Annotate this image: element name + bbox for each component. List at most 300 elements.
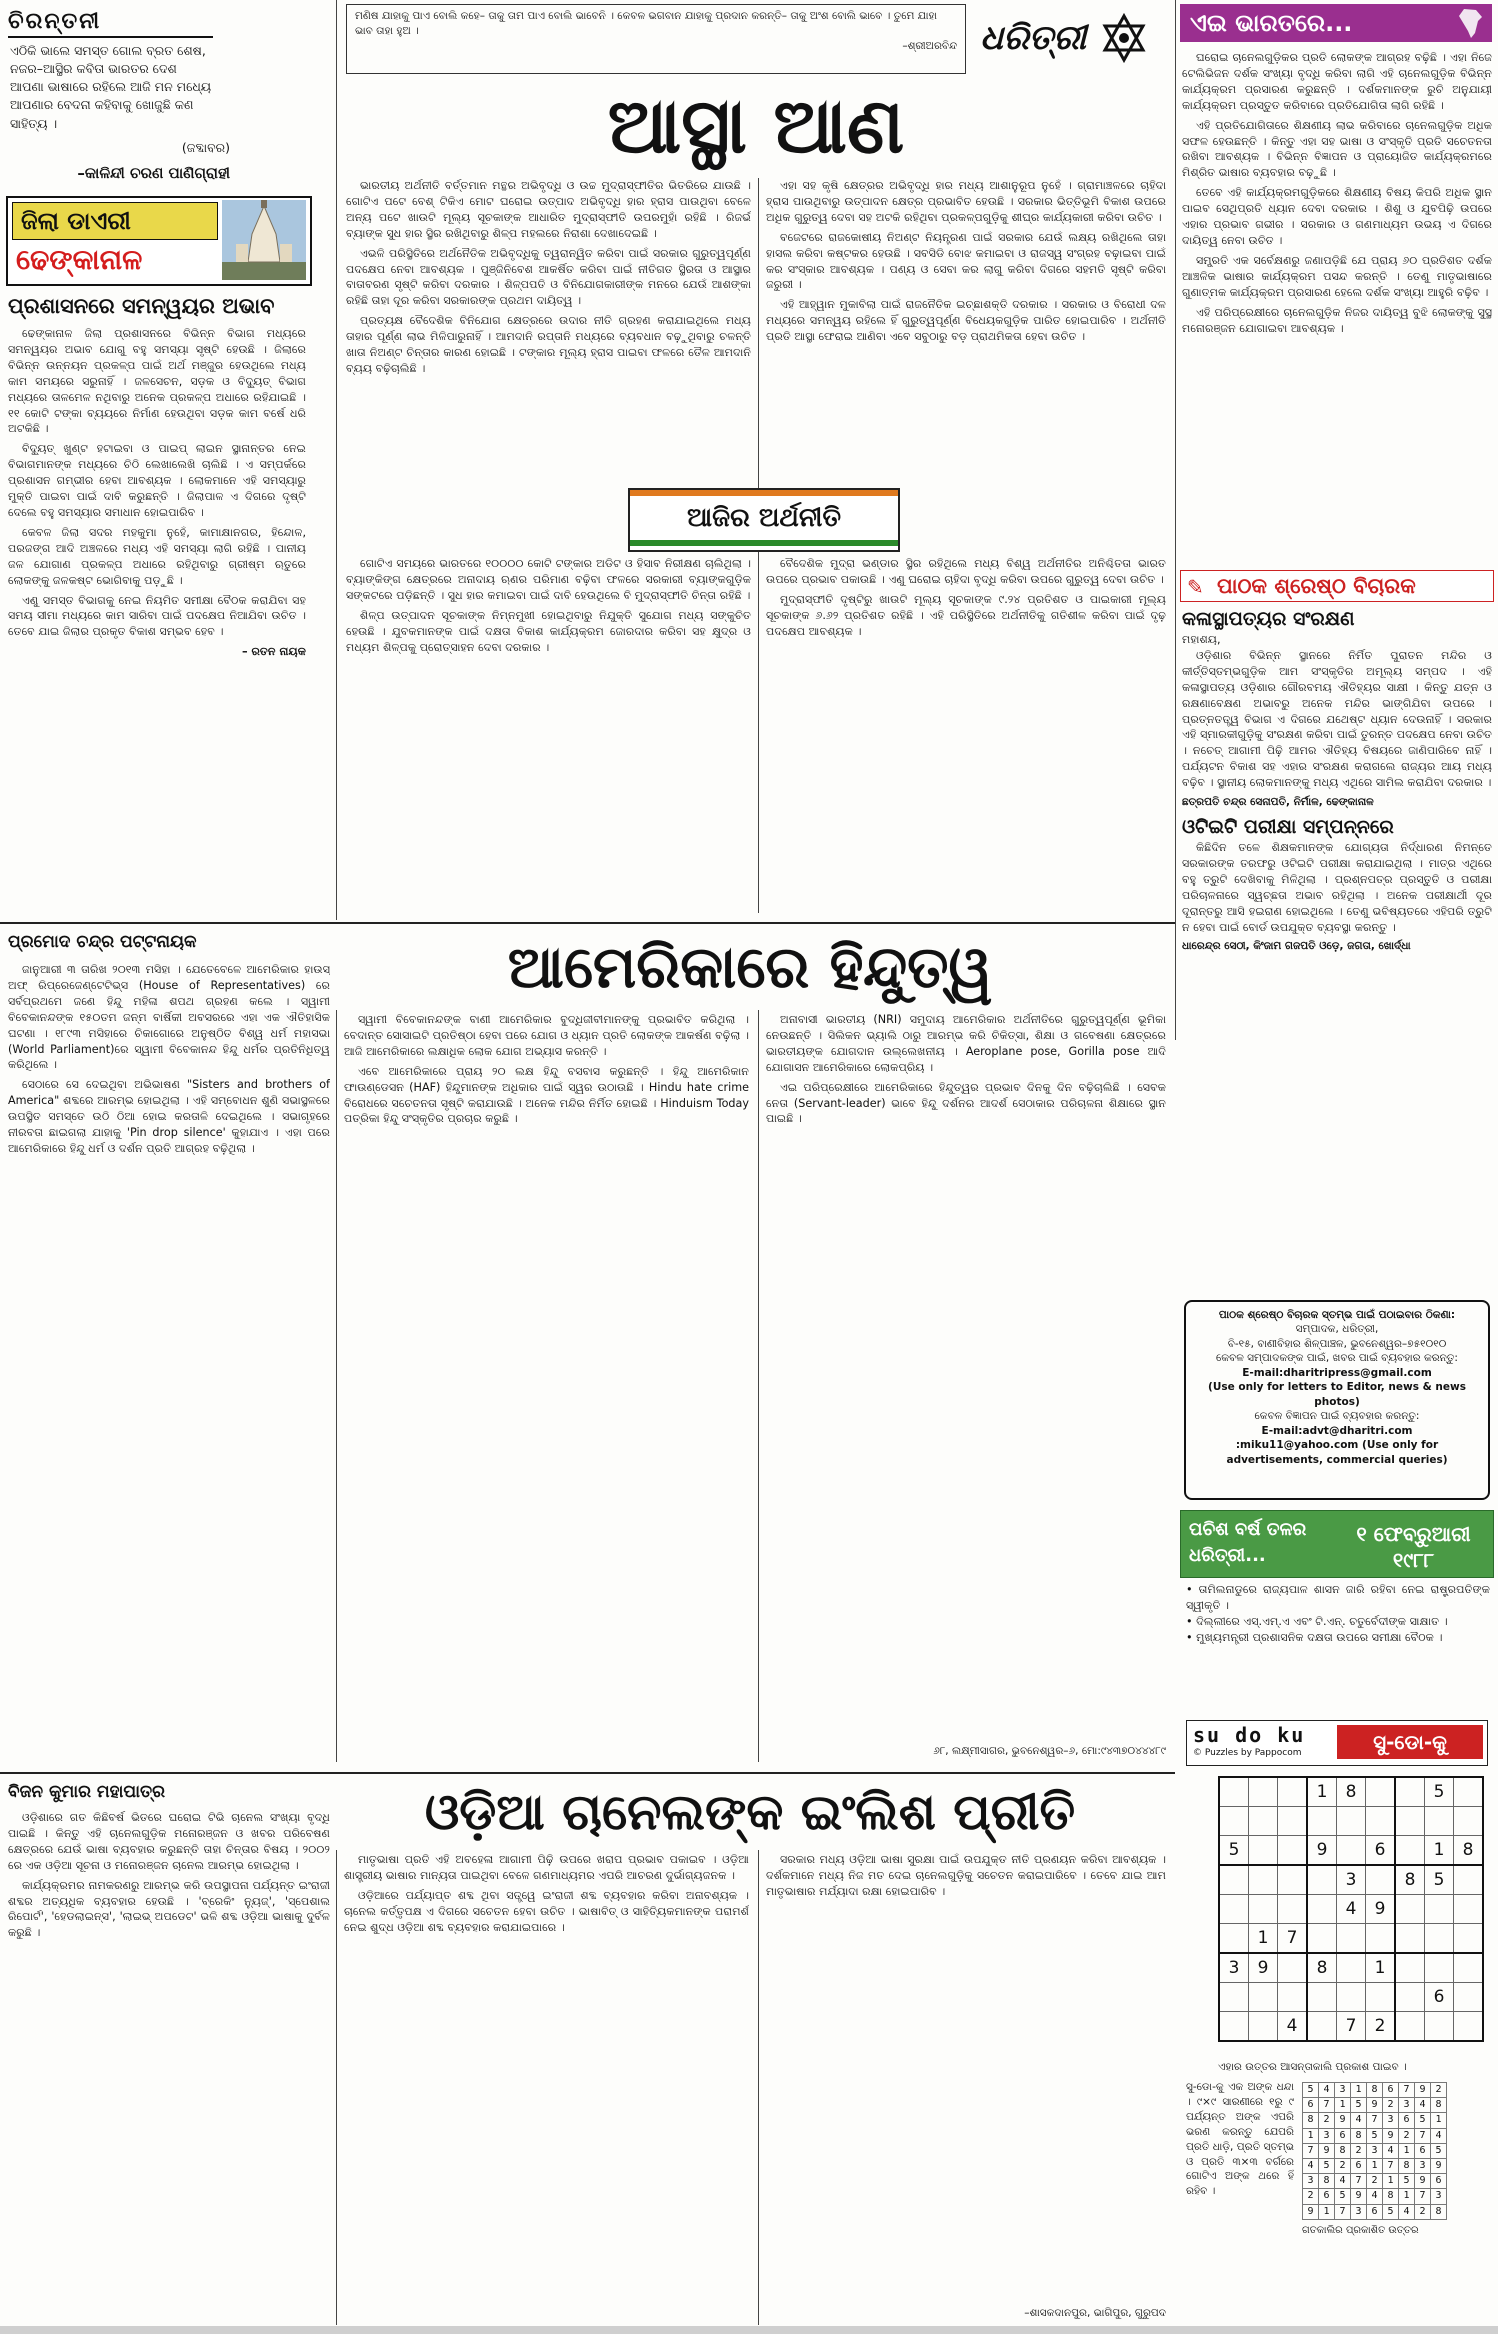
solution-cell: 8 xyxy=(1383,2189,1399,2204)
sudoku-row xyxy=(1219,1807,1483,1836)
sudoku-row xyxy=(1219,1924,1483,1954)
sudoku-cell: 1 xyxy=(1425,1836,1454,1866)
solution-cell: 6 xyxy=(1319,2189,1335,2204)
pachisa-banner xyxy=(1180,1510,1494,1578)
america-column-3 xyxy=(766,1012,1166,1732)
sudoku-row xyxy=(1303,2189,1447,2204)
sudoku-row xyxy=(1219,2012,1483,2042)
solution-cell: 8 xyxy=(1367,2083,1383,2098)
letter-salutation: ମହାଶୟ, xyxy=(1182,633,1221,646)
odia-channel-footer: –ଶାସକଦାନପୁର, ଭାଗିପୁର, ଗୁରୁପଦ xyxy=(1024,2307,1166,2319)
solution-cell: 9 xyxy=(1415,2174,1431,2189)
sudoku-row xyxy=(1303,2083,1447,2098)
article-paragraph: ଏଣୁ ସମସ୍ତ ବିଭାଗକୁ ନେଇ ନିୟମିତ ସମୀକ୍ଷା ବୈଠକ କରାଯିବା ସହ ସମୟ ସୀମା ମଧ୍ୟରେ କାମ ସାରିବା ପାଇଁ ପଦକ୍ଷେପ ନିଆଯିବା ଉଚିତ । ତେବେ ଯାଇ ଜିଲାର ପ୍ରକୃତ ବିକାଶ ସମ୍ଭବ ହେବ । xyxy=(8,593,306,639)
sudoku-cell xyxy=(1219,1895,1249,1924)
sudoku-cell xyxy=(1454,1777,1484,1807)
solution-cell: 1 xyxy=(1383,2174,1399,2189)
solution-cell: 2 xyxy=(1303,2189,1319,2204)
sudoku-puzzle xyxy=(1218,1776,1484,2042)
contact-note: (Use only for letters to Editor, news & news photos) xyxy=(1208,1381,1466,1408)
sudoku-grid xyxy=(1218,1776,1484,2042)
list-item: • ମୁଖ୍ୟମନ୍ତ୍ରୀ ପ୍ରଶାସନିକ ଦକ୍ଷତା ଉପରେ ସମୀକ୍ଷା ବୈଠକ । xyxy=(1186,1630,1443,1644)
sudoku-cell: 6 xyxy=(1425,1983,1454,2012)
sudoku-cell xyxy=(1249,1983,1278,2012)
sudoku-cell xyxy=(1337,1953,1366,1983)
sudoku-logo-or: ସୁ-ଡୋ-କୁ xyxy=(1337,1725,1483,1759)
solution-cell: 2 xyxy=(1351,2143,1367,2158)
list-item-text: ତାମିଲନାଡୁରେ ରାଜ୍ୟପାଳ ଶାସନ ଜାରି ରହିବା ନେଇ ରାଷ୍ଟ୍ରପତିଙ୍କ ସ୍ୱୀକୃତି । xyxy=(1186,1583,1490,1612)
column-rule xyxy=(758,1850,759,2325)
sudoku-cell xyxy=(1395,1836,1425,1866)
sudoku-cell: 9 xyxy=(1249,1953,1278,1983)
solution-cell: 4 xyxy=(1319,2083,1335,2098)
sudoku-cell: 5 xyxy=(1219,1836,1249,1866)
solution-cell: 7 xyxy=(1415,2128,1431,2143)
pathaka-title: ପାଠକ ଶ୍ରେଷ୍ଠ ବିଚାରକ xyxy=(1217,574,1416,598)
solution-cell: 6 xyxy=(1415,2143,1431,2158)
sudoku-cell xyxy=(1278,1895,1308,1924)
sudoku-cell xyxy=(1278,1953,1308,1983)
solution-cell: 6 xyxy=(1367,2204,1383,2219)
article-paragraph: ଗୋଟିଏ ସମୟରେ ଭାରତରେ ୧୦୦୦୦ କୋଟି ଟଙ୍କାର ଅଡିଟ ଓ ହିସାବ ନିରୀକ୍ଷଣ ଚାଲିଥିଲା । ବ୍ୟାଙ୍କିଙ୍ଗ କ୍ଷେତ୍ରରେ ଅନାଦାୟ ଋଣର ପରିମାଣ ବଢ଼ିବା ଫଳରେ ସରକାରୀ ବ୍ୟାଙ୍କଗୁଡ଼ିକ ସଙ୍କଟରେ ପଡ଼ିଛନ୍ତି । ସୁଧ ହାର କମାଇବା ପାଇଁ ଦାବି ହେଉଥିଲେ ବି ମୁଦ୍ରାସ୍ଫୀତି ଚିନ୍ତା ରହିଛି । xyxy=(346,557,751,602)
solution-cell: 2 xyxy=(1399,2128,1415,2143)
article-paragraph: ଜାନୁଆରୀ ୩ ତାରିଖ ୨୦୧୩ ମସିହା । ଯେତେବେଳେ ଆମେରିକାର ହାଉସ୍ ଅଫ୍ ରିପ୍ରେଜେଣ୍ଟେଟିଭ୍ସ (House of Representatives) ରେ ସର୍ବପ୍ରଥମେ ଜଣେ ହିନ୍ଦୁ ମହିଳା ଶପଥ ଗ୍ରହଣ କଲେ । ସ୍ୱାମୀ ବିବେକାନନ୍ଦଙ୍କ ୧୫୦ତମ ଜନ୍ମ ବାର୍ଷିକୀ ଅବସରରେ ଏହା ଏକ ଐତିହାସିକ ଘଟଣା । ୧୮୯୩ ମସିହାରେ ଚିକାଗୋରେ ଅନୁଷ୍ଠିତ ବିଶ୍ୱ ଧର୍ମ ମହାସଭା (World Parliament)ରେ ସ୍ୱାମୀ ବିବେକାନନ୍ଦ ହିନ୍ଦୁ ଧର୍ମର ପ୍ରତିନିଧିତ୍ୱ କରିଥିଲେ । xyxy=(8,963,330,1072)
solution-cell: 3 xyxy=(1415,2158,1431,2173)
sudoku-cell xyxy=(1454,1924,1484,1954)
solution-cell: 8 xyxy=(1399,2158,1415,2173)
sudoku-cell: 1 xyxy=(1307,1777,1337,1807)
contact-intro: ପାଠକ ଶ୍ରେଷ୍ଠ ବିଚାରକ ସ୍ତମ୍ଭ ପାଇଁ ପଠାଇବାର ଠିକଣା: xyxy=(1218,1309,1456,1321)
solution-cell: 4 xyxy=(1367,2189,1383,2204)
sudoku-cell xyxy=(1307,1895,1337,1924)
article-paragraph: ବଜେଟରେ ରାଜକୋଷୀୟ ନିଅଣ୍ଟ ନିୟନ୍ତ୍ରଣ ପାଇଁ ସରକାର ଯେଉଁ ଲକ୍ଷ୍ୟ ରଖିଥିଲେ ତାହା ହାସଲ କରିବା କଷ୍ଟକର ହେଉଛି । ସବସିଡି ବୋଝ କମାଇବା ଓ ରାଜସ୍ୱ ସଂଗ୍ରହ ବଢ଼ାଇବା ପାଇଁ କର ସଂସ୍କାର ଆବଶ୍ୟକ । ପଣ୍ୟ ଓ ସେବା କର ଲାଗୁ କରିବା ଦିଗରେ ସହମତି ସୃଷ୍ଟି କରିବା ଜରୁରୀ । xyxy=(766,230,1166,292)
sudoku-cell: 1 xyxy=(1249,1924,1278,1954)
article-paragraph: ଏଇ ପରିପ୍ରେକ୍ଷୀରେ ଆମେରିକାରେ ହିନ୍ଦୁତ୍ୱର ପ୍ରଭାବ ଦିନକୁ ଦିନ ବଢ଼ିଚାଲିଛି । ସେବକ ନେତା (Servant-leader) ଭାବେ ହିନ୍ଦୁ ଦର୍ଶନର ଆଦର୍ଶ ସେଠାକାର ପରିଚାଳନା ଶିକ୍ଷାରେ ସ୍ଥାନ ପାଇଛି । xyxy=(766,1080,1166,1126)
chirantani-heading xyxy=(8,6,213,38)
solution-cell: 1 xyxy=(1399,2143,1415,2158)
article-paragraph: କାର୍ଯ୍ୟକ୍ରମର ନାମକରଣରୁ ଆରମ୍ଭ କରି ଉପସ୍ଥାପନା ପର୍ଯ୍ୟନ୍ତ ଇଂରାଜୀ ଶବ୍ଦର ଅତ୍ୟଧିକ ବ୍ୟବହାର ହେଉଛି । 'ବ୍ରେକିଂ ନ୍ୟୁଜ୍', 'ସ୍ପେଶାଲ ରିପୋର୍ଟ', 'ହେଡଲାଇନ୍ସ', 'ଲାଇଭ୍ ଅପଡେଟ' ଭଳି ଶବ୍ଦ ଓଡ଼ିଆ ଭାଷାକୁ ଦୁର୍ବଳ କରୁଛି । xyxy=(8,1878,330,1940)
sudoku-row xyxy=(1303,2128,1447,2143)
economy-column-1 xyxy=(346,556,751,911)
solution-cell: 5 xyxy=(1319,2158,1335,2173)
sudoku-cell xyxy=(1307,2012,1337,2042)
list-item: • ତାମିଲନାଡୁରେ ରାଜ୍ୟପାଳ ଶାସନ ଜାରି ରହିବା ନେଇ ରାଷ୍ଟ୍ରପତିଙ୍କ ସ୍ୱୀକୃତି । xyxy=(1186,1583,1490,1612)
sudoku-cell: 8 xyxy=(1337,1777,1366,1807)
sudoku-cell xyxy=(1454,1983,1484,2012)
sudoku-cell xyxy=(1425,1807,1454,1836)
solution-cell: 3 xyxy=(1399,2098,1415,2113)
article-paragraph: ଏହା ସହ କୃଷି କ୍ଷେତ୍ରର ଅଭିବୃଦ୍ଧି ହାର ମଧ୍ୟ ଆଶାନୁରୂପ ନୁହେଁ । ଗ୍ରାମାଞ୍ଚଳରେ ଚାହିଦା ହ୍ରାସ ପାଉଥିବାରୁ ଉତ୍ପାଦନ କ୍ଷେତ୍ର ପ୍ରଭାବିତ ହେଉଛି । ସରକାର ଭିତ୍ତିଭୂମି ବିକାଶ ଉପରେ ଅଧିକ ଗୁରୁତ୍ୱ ଦେବା ସହ ଅଟକି ରହିଥିବା ପ୍ରକଳ୍ପଗୁଡ଼ିକୁ ଶୀଘ୍ର କାର୍ଯ୍ୟକାରୀ କରିବା ଉଚିତ । xyxy=(766,179,1166,224)
sudoku-answer-note: ଏହାର ଉତ୍ତର ଆସନ୍ତାକାଲି ପ୍ରକାଶ ପାଇବ । xyxy=(1218,2061,1407,2073)
america-column-1 xyxy=(8,962,330,1762)
sudoku-cell xyxy=(1307,1924,1337,1954)
sudoku-row xyxy=(1303,2174,1447,2189)
sudoku-cell: 5 xyxy=(1425,1777,1454,1807)
article-paragraph: ଘରୋଇ ଚାନେଲଗୁଡ଼ିକର ପ୍ରତି ଲୋକଙ୍କ ଆଗ୍ରହ ବଢ଼ିଛି । ଏହା ନିଜେ ଟେଲିଭିଜନ ଦର୍ଶକ ସଂଖ୍ୟା ବୃଦ୍ଧି କରିବା ଲାଗି ଏହି ଚାନେଲଗୁଡ଼ିକ ବିଭିନ୍ନ କାର୍ଯ୍ୟକ୍ରମ ପ୍ରସାରଣ କରୁଛନ୍ତି । ଦର୍ଶକମାନଙ୍କ ରୁଚି ଅନୁଯାୟୀ କାର୍ଯ୍ୟକ୍ରମ ପ୍ରସ୍ତୁତ କରିବାରେ ପ୍ରତିଯୋଗିତା ଲାଗି ରହିଛି । xyxy=(1182,51,1492,112)
sudoku-solution-grid xyxy=(1302,2082,1447,2220)
solution-cell: 6 xyxy=(1351,2158,1367,2173)
sudoku-cell xyxy=(1366,1777,1396,1807)
solution-cell: 5 xyxy=(1431,2143,1447,2158)
sudoku-cell xyxy=(1249,1865,1278,1895)
sudoku-cell xyxy=(1366,1983,1396,2012)
sudoku-row xyxy=(1219,1836,1483,1866)
column-rule xyxy=(758,1010,759,1762)
solution-cell: 1 xyxy=(1399,2189,1415,2204)
poem-line: ଆପଣାର ବେଦନା କହିବାକୁ ଖୋଜୁଛି କଣ ସାହିତ୍ୟ । xyxy=(10,97,194,131)
poem-line: ନଜର–ଆସ୍ଥିର କବିତା ଭାରତର ଦେଶ xyxy=(10,61,177,77)
solution-cell: 1 xyxy=(1303,2128,1319,2143)
sudoku-cell xyxy=(1425,1953,1454,1983)
america-headline: ଆମେରିକାରେ ହିନ୍ଦୁତ୍ୱ xyxy=(507,933,993,1001)
poem-author: –କାଳିନ୍ଦୀ ଚରଣ ପାଣିଗ୍ରାହୀ xyxy=(77,163,230,182)
sudoku-cell xyxy=(1395,2012,1425,2042)
solution-cell: 8 xyxy=(1319,2174,1335,2189)
section-rule xyxy=(0,922,1175,924)
solution-cell: 1 xyxy=(1335,2098,1351,2113)
solution-cell: 3 xyxy=(1431,2189,1447,2204)
solution-cell: 8 xyxy=(1303,2113,1319,2128)
solution-cell: 7 xyxy=(1303,2143,1319,2158)
sudoku-cell xyxy=(1278,1807,1308,1836)
sudoku-cell xyxy=(1278,1836,1308,1866)
sudoku-cell xyxy=(1454,2012,1484,2042)
section-rule xyxy=(0,1772,1175,1774)
article-paragraph: ଭାରତୀୟ ଅର୍ଥନୀତି ବର୍ତ୍ତମାନ ମନ୍ଥର ଅଭିବୃଦ୍ଧି ଓ ଉଚ୍ଚ ମୁଦ୍ରାସ୍ଫୀତିର ଭିତରିରେ ଯାଉଛି । ଗୋଟିଏ ପଟେ ବେଶ୍ ଟିକିଏ ମୋଟ ଘରୋଇ ଉତ୍ପାଦ ଅଭିବୃଦ୍ଧି ହାର ହ୍ରାସ ପାଉଥିବା ବେଳେ ଅନ୍ୟ ପଟେ ଖାଉଟି ମୂଲ୍ୟ ସୂଚକାଙ୍କ ଆଧାରିତ ମୁଦ୍ରାସ୍ଫୀତି ଉପରମୁହାଁ ରହିଛି । ରିଜର୍ଭ ବ୍ୟାଙ୍କ ସୁଧ ହାର ସ୍ଥିର ରଖିଥିବାରୁ ଶିଳ୍ପ ମହଲରେ ନିରାଶା ଦେଖାଦେଇଛି । xyxy=(346,179,751,240)
solution-cell: 5 xyxy=(1303,2083,1319,2098)
sudoku-banner xyxy=(1186,1720,1488,1766)
solution-cell: 2 xyxy=(1367,2174,1383,2189)
district-name: ଢେଙ୍କାନାଳ xyxy=(16,243,143,276)
sudoku-logo-en: su do ku xyxy=(1193,1723,1306,1747)
solution-cell: 8 xyxy=(1351,2128,1367,2143)
solution-cell: 4 xyxy=(1431,2128,1447,2143)
sudoku-cell xyxy=(1395,1777,1425,1807)
odia-channel-column-2 xyxy=(344,1852,749,2324)
sudoku-cell xyxy=(1395,1983,1425,2012)
sudoku-rules-text: ସୁ-ଡୋ-କୁ ଏକ ଅଙ୍କ ଧନ୍ଦା । ୯×୯ ସାରଣୀରେ ୧ରୁ ୯ ପର୍ଯ୍ୟନ୍ତ ଅଙ୍କ ଏପରି ଭରଣ କରନ୍ତୁ ଯେପରି ପ୍ରତି ଧାଡ଼ି, ପ୍ରତି ସ୍ତମ୍ଭ ଓ ପ୍ରତି ୩×୩ ବର୍ଗରେ ଗୋଟିଏ ଅଙ୍କ ଥରେ ହିଁ ରହିବ । xyxy=(1186,2081,1294,2198)
sudoku-cell: 3 xyxy=(1219,1953,1249,1983)
sudoku-cell xyxy=(1307,1807,1337,1836)
masthead-quote-box xyxy=(346,4,966,74)
article-paragraph: ସମ୍ପ୍ରତି ଏକ ସର୍ବେକ୍ଷଣରୁ ଜଣାପଡ଼ିଛି ଯେ ପ୍ରାୟ ୬୦ ପ୍ରତିଶତ ଦର୍ଶକ ଆଞ୍ଚଳିକ ଭାଷାର କାର୍ଯ୍ୟକ୍ରମ ପସନ୍ଦ କରନ୍ତି । ତେଣୁ ମାତୃଭାଷାରେ ଗୁଣାତ୍ମକ କାର୍ଯ୍ୟକ୍ରମ ପ୍ରସାରଣ ହେଲେ ଦର୍ଶକ ସଂଖ୍ୟା ଆହୁରି ବଢ଼ିବ । xyxy=(1182,253,1492,299)
contact-email[interactable]: E-mail:advt@dharitri.com xyxy=(1261,1424,1413,1437)
sudoku-cell xyxy=(1249,2012,1278,2042)
sudoku-cell xyxy=(1337,1836,1366,1866)
solution-cell: 9 xyxy=(1303,2204,1319,2219)
contact-line: ସମ୍ପାଦକ, ଧରିତ୍ରୀ, xyxy=(1295,1323,1379,1336)
sudoku-row xyxy=(1219,1983,1483,2012)
solution-cell: 6 xyxy=(1303,2098,1319,2113)
sudoku-cell: 8 xyxy=(1395,1865,1425,1895)
sudoku-cell xyxy=(1249,1777,1278,1807)
solution-cell: 5 xyxy=(1399,2174,1415,2189)
solution-cell: 5 xyxy=(1415,2113,1431,2128)
solution-cell: 9 xyxy=(1431,2158,1447,2173)
solution-cell: 4 xyxy=(1383,2143,1399,2158)
ajira-arthaniti-label xyxy=(628,488,900,552)
poem-line: ଏଠିକି ଭାଲେ ସମସ୍ତ ଗୋଲ ବ୍ରତ ଶେଷ, xyxy=(10,43,206,58)
solution-cell: 7 xyxy=(1415,2189,1431,2204)
sudoku-cell xyxy=(1366,1924,1396,1954)
article-paragraph: ସେଠାରେ ସେ ଦେଇଥିବା ଅଭିଭାଷଣ "Sisters and brothers of America" ଶବ୍ଦରେ ଆରମ୍ଭ ହୋଇଥିଲା । ଏହି ସମ୍ବୋଧନ ଶୁଣି ସଭାସ୍ଥଳରେ ଉପସ୍ଥିତ ସମସ୍ତେ ଉଠି ଠିଆ ହୋଇ କରତାଳି ଦେଇଥିଲେ । ସଭାଗୃହରେ ନୀରବତା ଛାଇଗଲା ଯାହାକୁ 'Pin drop silence' କୁହାଯାଏ । ଏହା ପରେ ଆମେରିକାରେ ହିନ୍ଦୁ ଧର୍ମ ଓ ଦର୍ଶନ ପ୍ରତି ଆଗ୍ରହ ବଢ଼ିଥିଲା । xyxy=(8,1078,330,1155)
sudoku-cell xyxy=(1219,1983,1249,2012)
sudoku-cell xyxy=(1278,1865,1308,1895)
odia-channel-column-1 xyxy=(8,1810,330,2325)
sudoku-cell xyxy=(1337,1924,1366,1954)
chirantani-poem xyxy=(10,42,230,185)
ei-bharatare-title: ଏଇ ଭାରତରେ... xyxy=(1190,9,1353,37)
editorial-headline: ଆସ୍ଥା ଆଣ xyxy=(607,81,905,170)
solution-cell: 2 xyxy=(1415,2204,1431,2219)
solution-cell: 5 xyxy=(1383,2204,1399,2219)
article-paragraph: ଶିଳ୍ପ ଉତ୍ପାଦନ ସୂଚକାଙ୍କ ନିମ୍ନମୁଖୀ ହୋଇଥିବାରୁ ନିଯୁକ୍ତି ସୁଯୋଗ ମଧ୍ୟ ସଙ୍କୁଚିତ ହେଉଛି । ଯୁବକମାନଙ୍କ ପାଇଁ ଦକ୍ଷତା ବିକାଶ କାର୍ଯ୍ୟକ୍ରମ ଜୋରଦାର କରିବା ସହ କ୍ଷୁଦ୍ର ଓ ମଧ୍ୟମ ଶିଳ୍ପକୁ ପ୍ରୋତ୍ସାହନ ଦେବା ଦରକାର । xyxy=(346,608,751,654)
sudoku-cell xyxy=(1395,1807,1425,1836)
solution-cell: 4 xyxy=(1351,2113,1367,2128)
sudoku-cell xyxy=(1366,1865,1396,1895)
article-byline: – ରତନ ନାୟକ xyxy=(241,645,306,659)
editorial-column-1 xyxy=(346,178,751,498)
solution-cell: 4 xyxy=(1399,2204,1415,2219)
solution-cell: 6 xyxy=(1399,2113,1415,2128)
zilla-diary-label: ଜିଲା ଡାଏରୀ xyxy=(12,202,218,240)
sudoku-cell xyxy=(1278,1983,1308,2012)
solution-cell: 8 xyxy=(1431,2204,1447,2219)
column-rule xyxy=(336,1850,337,2325)
solution-cell: 9 xyxy=(1351,2189,1367,2204)
temple-photo xyxy=(222,200,306,280)
ei-bharatare-article xyxy=(1182,50,1492,560)
sudoku-row xyxy=(1303,2113,1447,2128)
sudoku-cell xyxy=(1278,1777,1308,1807)
flag-band-green xyxy=(630,540,898,546)
contact-email[interactable]: :miku11@yahoo.com (Use only for xyxy=(1235,1439,1439,1452)
solution-cell: 5 xyxy=(1335,2189,1351,2204)
solution-cell: 9 xyxy=(1319,2143,1335,2158)
sudoku-cell xyxy=(1425,2012,1454,2042)
solution-cell: 2 xyxy=(1383,2098,1399,2113)
solution-cell: 1 xyxy=(1367,2158,1383,2173)
article-paragraph: ବୈଦେଶିକ ମୁଦ୍ରା ଭଣ୍ଡାର ସ୍ଥିର ରହିଥିଲେ ମଧ୍ୟ ବିଶ୍ୱ ଅର୍ଥନୀତିର ଅନିଶ୍ଚିତତା ଭାରତ ଉପରେ ପ୍ରଭାବ ପକାଉଛି । ଏଣୁ ଘରୋଇ ଚାହିଦା ବୃଦ୍ଧି କରିବା ଉପରେ ଗୁରୁତ୍ୱ ଦେବା ଉଚିତ । xyxy=(766,557,1166,586)
pathaka-letters xyxy=(1182,606,1492,1206)
article-paragraph: ବିଦ୍ୟୁତ୍ ଖୁଣ୍ଟ ହଟାଇବା ଓ ପାଇପ୍ ଲାଇନ ସ୍ଥାନାନ୍ତର ନେଇ ବିଭାଗମାନଙ୍କ ମଧ୍ୟରେ ଚିଠି ଲେଖାଲେଖି ଚାଲିଛି । ଏ ସମ୍ପର୍କରେ ପ୍ରଶାସନ ଗମ୍ଭୀର ହେବା ଆବଶ୍ୟକ । ଲୋକମାନେ ଏହି ସମସ୍ୟାରୁ ମୁକ୍ତି ପାଇବା ପାଇଁ ଦାବି କରୁଛନ୍ତି । ଜିଲାପାଳ ଏ ଦିଗରେ ଦୃଷ୍ଟି ଦେଲେ ବହୁ ସମସ୍ୟାର ସମାଧାନ ହୋଇପାରିବ । xyxy=(8,442,306,519)
contact-line: କେବଳ ସମ୍ପାଦକଙ୍କ ପାଇଁ, ଖବର ପାଇଁ ବ୍ୟବହାର କରନ୍ତୁ: xyxy=(1216,1352,1458,1365)
article-paragraph: ଅନାବାସୀ ଭାରତୀୟ (NRI) ସମୁଦାୟ ଆମେରିକାର ଅର୍ଥନୀତିରେ ଗୁରୁତ୍ୱପୂର୍ଣ୍ଣ ଭୂମିକା ନେଉଛନ୍ତି । ସିଲିକନ ଭ୍ୟାଲି ଠାରୁ ଆରମ୍ଭ କରି ଚିକିତ୍ସା, ଶିକ୍ଷା ଓ ଗବେଷଣା କ୍ଷେତ୍ରରେ ଭାରତୀୟଙ୍କ ଯୋଗଦାନ ଉଲ୍ଲେଖନୀୟ । Aeroplane pose, Gorilla pose ଆଦି ଯୋଗାସନ ଆମେରିକାରେ ଲୋକପ୍ରିୟ । xyxy=(766,1013,1166,1074)
sudoku-cell: 8 xyxy=(1307,1953,1337,1983)
article-paragraph: ମାତୃଭାଷା ପ୍ରତି ଏହି ଅବହେଳା ଆଗାମୀ ପିଢ଼ି ଉପରେ ଖରାପ ପ୍ରଭାବ ପକାଇବ । ଓଡ଼ିଆ ଶାସ୍ତ୍ରୀୟ ଭାଷାର ମାନ୍ୟତା ପାଇଥିବା ବେଳେ ଗଣମାଧ୍ୟମର ଏପରି ଆଚରଣ ଦୁର୍ଭାଗ୍ୟଜନକ । xyxy=(344,1853,749,1882)
solution-cell: 8 xyxy=(1431,2098,1447,2113)
letter-signature: ଧାରେନ୍ଦ୍ର ସେଠୀ, କିଂଜାମ ଗଜପତି ଓଡ଼େ, ଜଗତା, ଖୋର୍ଦ୍ଧା xyxy=(1182,940,1411,953)
sudoku-cell: 5 xyxy=(1425,1865,1454,1895)
article-paragraph: ଓଡ଼ିଶାରେ ଗତ କିଛିବର୍ଷ ଭିତରେ ଘରୋଇ ଟିଭି ଚାନେଲ ସଂଖ୍ୟା ବୃଦ୍ଧି ପାଇଛି । କିନ୍ତୁ ଏହି ଚାନେଲଗୁଡ଼ିକ ମନୋରଞ୍ଜନ ଓ ଖବର ପରିବେଷଣ କ୍ଷେତ୍ରରେ ଯେଉଁ ଭାଷା ବ୍ୟବହାର କରୁଛନ୍ତି ତାହା ଚିନ୍ତାର ବିଷୟ । ୨୦୦୨ ରେ ଏକ ଓଡ଼ିଆ ସୂଚନା ଓ ମନୋରଞ୍ଜନ ଚାନେଲ ଆରମ୍ଭ ହୋଇଥିଲା । xyxy=(8,1811,330,1872)
sudoku-cell xyxy=(1337,1807,1366,1836)
sudoku-cell: 2 xyxy=(1366,2012,1396,2042)
sudoku-row xyxy=(1219,1895,1483,1924)
solution-cell: 8 xyxy=(1335,2143,1351,2158)
pachisa-date: ୧ ଫେବ୍ରୁଆରୀ ୧୯୮୮ xyxy=(1356,1522,1471,1572)
sudoku-cell xyxy=(1337,1983,1366,2012)
masthead-quote: ମଣିଷ ଯାହାକୁ ପାଏ ବୋଲି କହେ– ତାକୁ ତାମ ପାଏ ବୋଲି ଭାବେନି । କେବଳ ଭଗବାନ ଯାହାକୁ ପ୍ରଦାନ କରନ୍ତି– ତାକୁ ଅଂଶ ବୋଲି ଭାବେ । ତୁମେ ଯାହା ଭାବ ତାହା ହୁଅ । xyxy=(355,10,938,38)
article-paragraph: କେବଳ ଜିଲା ସଦର ମହକୁମା ନୁହେଁ, କାମାକ୍ଷାନଗର, ହିନ୍ଦୋଳ, ପରଜଙ୍ଗ ଆଦି ଅଞ୍ଚଳରେ ମଧ୍ୟ ଏହି ସମସ୍ୟା ଲାଗି ରହିଛି । ପାନୀୟ ଜଳ ଯୋଗାଣ ପ୍ରକଳ୍ପ ଅଧାରେ ରହିଥିବାରୁ ଗ୍ରୀଷ୍ମ ଋତୁରେ ଲୋକଙ୍କୁ ଜଳକଷ୍ଟ ଭୋଗିବାକୁ ପଡ଼ୁଛି । xyxy=(8,525,306,587)
letter-headline: ଓଟିଇଟି ପରୀକ୍ଷା ସମ୍ପନ୍ନରେ xyxy=(1182,815,1394,838)
column-rule xyxy=(336,1010,337,1762)
sudoku-credit: © Puzzles by Pappocom xyxy=(1193,1748,1302,1758)
sudoku-cell xyxy=(1366,1807,1396,1836)
article-paragraph: ମୁଦ୍ରାସ୍ଫୀତି ଦୃଷ୍ଟିରୁ ଖାଉଟି ମୂଲ୍ୟ ସୂଚକାଙ୍କ ୯.୨୪ ପ୍ରତିଶତ ଓ ପାଇକାରୀ ମୂଲ୍ୟ ସୂଚକାଙ୍କ ୬.୬୨ ପ୍ରତିଶତ ରହିଛି । ଏହି ପରିସ୍ଥିତିରେ ଅର୍ଥନୀତିକୁ ଗତିଶୀଳ କରିବା ପାଇଁ ଦୃଢ଼ ପଦକ୍ଷେପ ଆବଶ୍ୟକ । xyxy=(766,592,1166,638)
sudoku-cell xyxy=(1219,1777,1249,1807)
article-paragraph: ଏହି ପରିପ୍ରେକ୍ଷୀରେ ଚାନେଲଗୁଡ଼ିକ ନିଜର ଦାୟିତ୍ୱ ବୁଝି ଲୋକଙ୍କୁ ସୁସ୍ଥ ମନୋରଞ୍ଜନ ଯୋଗାଇବା ଆବଶ୍ୟକ । xyxy=(1182,305,1492,335)
letter-signature: ଛତ୍ରପତି ଚନ୍ଦ୍ର ସେନାପତି, ନିର୍ମାଳ, ଢେଙ୍କାନାଳ xyxy=(1182,796,1374,809)
sudoku-cell xyxy=(1395,1953,1425,1983)
solution-cell: 9 xyxy=(1415,2083,1431,2098)
sudoku-row xyxy=(1303,2143,1447,2158)
sudoku-cell xyxy=(1219,1865,1249,1895)
sudoku-row xyxy=(1303,2098,1447,2113)
solution-cell: 5 xyxy=(1351,2098,1367,2113)
paper-logo xyxy=(980,8,1160,70)
sudoku-cell xyxy=(1454,1807,1484,1836)
america-column-2 xyxy=(344,1012,749,1762)
sudoku-cell: 4 xyxy=(1337,1895,1366,1924)
letter-body: ଓଡ଼ିଶାର ବିଭିନ୍ନ ସ୍ଥାନରେ ନିର୍ମିତ ପୁରାତନ ମନ୍ଦିର ଓ କୀର୍ତ୍ତିସ୍ତମ୍ଭଗୁଡ଼ିକ ଆମ ସଂସ୍କୃତିର ଅମୂଲ୍ୟ ସମ୍ପଦ । ଏହି କଳାସ୍ଥାପତ୍ୟ ଓଡ଼ିଶାର ଗୌରବମୟ ଐତିହ୍ୟର ସାକ୍ଷୀ । କିନ୍ତୁ ଯତ୍ନ ଓ ରକ୍ଷଣାବେକ୍ଷଣ ଅଭାବରୁ ଅନେକ ମନ୍ଦିର ଭାଙ୍ଗିଯିବା ଉପରେ । ପ୍ରତ୍ନତତ୍ତ୍ୱ ବିଭାଗ ଏ ଦିଗରେ ଯଥେଷ୍ଟ ଧ୍ୟାନ ଦେଉନାହିଁ । ସରକାର ଏହି ସ୍ମାରକୀଗୁଡ଼ିକୁ ସଂରକ୍ଷଣ କରିବା ପାଇଁ ତୁରନ୍ତ ପଦକ୍ଷେପ ନେବା ଉଚିତ । ନଚେତ୍ ଆଗାମୀ ପିଢ଼ି ଆମର ଐତିହ୍ୟ ବିଷୟରେ ଜାଣିପାରିବେ ନାହିଁ । ପର୍ଯ୍ୟଟନ ବିକାଶ ସହ ଏହାର ସଂରକ୍ଷଣ କରାଗଲେ ରାଜ୍ୟର ଆୟ ମଧ୍ୟ ବଢ଼ିବ । ସ୍ଥାନୀୟ ଲୋକମାନଙ୍କୁ ମଧ୍ୟ ଏଥିରେ ସାମିଲ କରାଯିବା ଦରକାର । xyxy=(1182,648,1492,790)
pathaka-banner xyxy=(1180,570,1494,602)
article-paragraph: ଏଭଳି ପରିସ୍ଥିତିରେ ଅର୍ଥନୈତିକ ଅଭିବୃଦ୍ଧିକୁ ତ୍ୱରାନ୍ୱିତ କରିବା ପାଇଁ ସରକାର ଗୁରୁତ୍ୱପୂର୍ଣ୍ଣ ପଦକ୍ଷେପ ନେବା ଆବଶ୍ୟକ । ପୁଞ୍ଜିନିବେଶ ଆକର୍ଷିତ କରିବା ପାଇଁ ନୀତିଗତ ସ୍ଥିରତା ଓ ଆସ୍ଥାର ବାତାବରଣ ସୃଷ୍ଟି କରିବା ଦରକାର । ଶିଳ୍ପପତି ଓ ବିନିଯୋଗକାରୀଙ୍କ ମନରେ ଯେଉଁ ଆଶଙ୍କା ରହିଛି ତାହା ଦୂର କରିବା ସରକାରଙ୍କ ପ୍ରଥମ ଦାୟିତ୍ୱ । xyxy=(346,246,751,308)
sudoku-solution xyxy=(1302,2082,1447,2238)
article-paragraph: ଢେଙ୍କାନାଳ ଜିଲା ପ୍ରଶାସନରେ ବିଭିନ୍ନ ବିଭାଗ ମଧ୍ୟରେ ସମନ୍ୱୟର ଅଭାବ ଯୋଗୁ ବହୁ ସମସ୍ୟା ସୃଷ୍ଟି ହେଉଛି । ଜିଲାରେ ବିଭିନ୍ନ ଉନ୍ନୟନ ପ୍ରକଳ୍ପ ପାଇଁ ଅର୍ଥ ମଞ୍ଜୁର ହେଉଥିଲେ ମଧ୍ୟ କାମ ସମୟରେ ସରୁନାହିଁ । ଜଳସେଚନ, ସଡ଼କ ଓ ବିଦ୍ୟୁତ୍ ବିଭାଗ ମଧ୍ୟରେ ତାଳମେଳ ନଥିବାରୁ ଅନେକ ପ୍ରକଳ୍ପ ଅଧାରେ ରହିଯାଇଛି । ୧୧ କୋଟି ଟଙ୍କା ବ୍ୟୟରେ ନିର୍ମାଣ ହେଉଥିବା ସଡ଼କ କାମ ବର୍ଷେ ଧରି ଅଟକିଛି । xyxy=(8,327,306,436)
article-paragraph: ସରକାର ମଧ୍ୟ ଓଡ଼ିଆ ଭାଷା ସୁରକ୍ଷା ପାଇଁ ଉପଯୁକ୍ତ ନୀତି ପ୍ରଣୟନ କରିବା ଆବଶ୍ୟକ । ଦର୍ଶକମାନେ ମଧ୍ୟ ନିଜ ମତ ଦେଇ ଚାନେଲଗୁଡ଼ିକୁ ସଚେତନ କରାଇପାରିବେ । ତେବେ ଯାଇ ଆମ ମାତୃଭାଷାର ମର୍ଯ୍ୟାଦା ରକ୍ଷା ହୋଇପାରିବ । xyxy=(766,1853,1166,1898)
contact-note: advertisements, commercial queries) xyxy=(1226,1453,1448,1466)
solution-cell: 3 xyxy=(1335,2083,1351,2098)
solution-cell: 7 xyxy=(1383,2158,1399,2173)
solution-cell: 4 xyxy=(1335,2174,1351,2189)
ajira-arthaniti-title: ଆଜିର ଅର୍ଥନୀତି xyxy=(687,503,841,533)
contact-box xyxy=(1184,1300,1490,1500)
letter-body: କିଛିଦିନ ତଳେ ଶିକ୍ଷକମାନଙ୍କ ଯୋଗ୍ୟତା ନିର୍ଦ୍ଧାରଣ ନିମନ୍ତେ ସରକାରଙ୍କ ତରଫରୁ ଓଟିଇଟି ପରୀକ୍ଷା କରାଯାଇଥିଲା । ମାତ୍ର ଏଥିରେ ବହୁ ତ୍ରୁଟି ଦେଖିବାକୁ ମିଳିଥିଲା । ପ୍ରଶ୍ନପତ୍ର ପ୍ରସ୍ତୁତି ଓ ପରୀକ୍ଷା ପରିଚାଳନାରେ ସ୍ୱଚ୍ଛତା ଅଭାବ ରହିଥିଲା । ଅନେକ ପରୀକ୍ଷାର୍ଥୀ ଦୂର ଦୂରାନ୍ତରୁ ଆସି ହଇରାଣ ହୋଇଥିଲେ । ତେଣୁ ଭବିଷ୍ୟତରେ ଏହିପରି ତ୍ରୁଟି ନ ହେବା ପାଇଁ ବୋର୍ଡ ଉପଯୁକ୍ତ ବ୍ୟବସ୍ଥା କରନ୍ତୁ । xyxy=(1182,840,1492,934)
solution-cell: 7 xyxy=(1335,2204,1351,2219)
solution-cell: 4 xyxy=(1415,2098,1431,2113)
solution-cell: 7 xyxy=(1351,2174,1367,2189)
contact-email[interactable]: E-mail:dharitripress@gmail.com xyxy=(1242,1366,1432,1379)
sudoku-cell xyxy=(1425,1924,1454,1954)
india-map-icon xyxy=(1456,7,1486,39)
article-paragraph: ଏବେ ଆମେରିକାରେ ପ୍ରାୟ ୨୦ ଲକ୍ଷ ହିନ୍ଦୁ ବସବାସ କରୁଛନ୍ତି । ହିନ୍ଦୁ ଆମେରିକାନ ଫାଉଣ୍ଡେସନ (HAF) ହିନ୍ଦୁମାନଙ୍କ ଅଧିକାର ପାଇଁ ସ୍ୱର ଉଠାଉଛି । Hindu hate crime ବିରୋଧରେ ସଚେତନତା ସୃଷ୍ଟି କରାଯାଉଛି । ଅନେକ ମନ୍ଦିର ନିର୍ମିତ ହୋଇଛି । Hinduism Today ପତ୍ରିକା ହିନ୍ଦୁ ସଂସ୍କୃତିର ପ୍ରଚାର କରୁଛି । xyxy=(344,1064,749,1126)
solution-cell: 7 xyxy=(1319,2098,1335,2113)
sudoku-row xyxy=(1303,2204,1447,2219)
solution-cell: 4 xyxy=(1303,2158,1319,2173)
page-bottom-strip xyxy=(0,2326,1498,2334)
quote-author: –ଶ୍ରୀଅରବିନ୍ଦ xyxy=(902,40,957,53)
sudoku-cell xyxy=(1219,1924,1249,1954)
article-paragraph: ଏହି ଆହ୍ୱାନ ମୁକାବିଲା ପାଇଁ ରାଜନୈତିକ ଇଚ୍ଛାଶକ୍ତି ଦରକାର । ସରକାର ଓ ବିରୋଧୀ ଦଳ ମଧ୍ୟରେ ସମନ୍ୱୟ ରହିଲେ ହିଁ ଗୁରୁତ୍ୱପୂର୍ଣ୍ଣ ବିଧେୟକଗୁଡ଼ିକ ପାରିତ ହୋଇପାରିବ । ଅର୍ଥନୀତି ପ୍ରତି ଆସ୍ଥା ଫେରାଇ ଆଣିବା ଏବେ ସବୁଠାରୁ ବଡ଼ ପ୍ରାଥମିକତା ହେବା ଉଚିତ । xyxy=(766,298,1166,344)
america-byline: ପ୍ରମୋଦ ଚନ୍ଦ୍ର ପଟ୍ଟନାୟକ xyxy=(8,932,197,952)
sudoku-rules xyxy=(1186,2080,1294,2320)
solution-cell: 1 xyxy=(1319,2204,1335,2219)
letter-headline: କଳାସ୍ଥାପତ୍ୟର ସଂରକ୍ଷଣ xyxy=(1182,608,1355,630)
sudoku-cell xyxy=(1249,1807,1278,1836)
paper-name: ଧରିତ୍ରୀ xyxy=(980,18,1087,58)
column-rule xyxy=(336,0,337,920)
list-item-text: ମୁଖ୍ୟମନ୍ତ୍ରୀ ପ୍ରଶାସନିକ ଦକ୍ଷତା ଉପରେ ସମୀକ୍ଷା ବୈଠକ । xyxy=(1196,1630,1443,1644)
sudoku-cell: 9 xyxy=(1366,1895,1396,1924)
solution-cell: 7 xyxy=(1399,2083,1415,2098)
contact-line: କେବଳ ବିଜ୍ଞାପନ ପାଇଁ ବ୍ୟବହାର କରନ୍ତୁ: xyxy=(1254,1410,1420,1423)
sudoku-row xyxy=(1219,1777,1483,1807)
sudoku-cell xyxy=(1454,1865,1484,1895)
sudoku-cell: 4 xyxy=(1278,2012,1308,2042)
sudoku-cell: 8 xyxy=(1454,1836,1484,1866)
solution-cell: 6 xyxy=(1335,2128,1351,2143)
solution-cell: 9 xyxy=(1367,2098,1383,2113)
america-footer: ୬୮, ଲକ୍ଷ୍ମୀସାଗର, ଭୁବନେଶ୍ୱର–୬, ମୋ:୯୪୩୭୦୪୪୪୮୯ xyxy=(933,1745,1166,1757)
sudoku-cell: 7 xyxy=(1278,1924,1308,1954)
article-paragraph: ସ୍ୱାମୀ ବିବେକାନନ୍ଦଙ୍କ ବାଣୀ ଆମେରିକାର ବୁଦ୍ଧିଜୀବୀମାନଙ୍କୁ ପ୍ରଭାବିତ କରିଥିଲା । ବେଦାନ୍ତ ସୋସାଇଟି ପ୍ରତିଷ୍ଠା ହେବା ପରେ ଯୋଗ ଓ ଧ୍ୟାନ ପ୍ରତି ଲୋକଙ୍କ ଆକର୍ଷଣ ବଢ଼ିଲା । ଆଜି ଆମେରିକାରେ ଲକ୍ଷାଧିକ ଲୋକ ଯୋଗ ଅଭ୍ୟାସ କରନ୍ତି । xyxy=(344,1013,749,1058)
odia-channel-headline: ଓଡ଼ିଆ ଚାନେଲଙ୍କ ଇଂଲିଶ ପ୍ରୀତି xyxy=(424,1783,1076,1841)
solution-cell: 3 xyxy=(1303,2174,1319,2189)
sudoku-cell: 7 xyxy=(1337,2012,1366,2042)
sudoku-row xyxy=(1219,1953,1483,1983)
pachisa-items xyxy=(1186,1582,1490,1712)
chirantani-title: ଚିରନ୍ତନୀ xyxy=(8,9,102,34)
pachisa-title: ପଚିଶ ବର୍ଷ ତଳର ଧରିତ୍ରୀ... xyxy=(1189,1519,1307,1566)
solution-cell: 9 xyxy=(1335,2113,1351,2128)
article-paragraph: ଓଡ଼ିଆରେ ପର୍ଯ୍ୟାପ୍ତ ଶବ୍ଦ ଥିବା ସତ୍ତ୍ୱେ ଇଂରାଜୀ ଶବ୍ଦ ବ୍ୟବହାର କରିବା ଅନାବଶ୍ୟକ । ଚାନେଲ କର୍ତ୍ତୃପକ୍ଷ ଏ ଦିଗରେ ସଚେତନ ହେବା ଉଚିତ । ଭାଷାବିତ୍ ଓ ସାହିତ୍ୟିକମାନଙ୍କ ପରାମର୍ଶ ନେଇ ଶୁଦ୍ଧ ଓଡ଼ିଆ ଶବ୍ଦ ବ୍ୟବହାର କରାଯାଇପାରେ । xyxy=(344,1888,749,1934)
zilla-diary-banner xyxy=(6,196,312,286)
solution-cell: 9 xyxy=(1383,2128,1399,2143)
sudoku-cell xyxy=(1395,1924,1425,1954)
list-item-text: ଦିଲ୍ଲୀରେ ଏସ୍.ଏମ୍.ଏ ଏବଂ ଟି.ଏନ୍. ଚତୁର୍ବେଦୀଙ୍କ ସାକ୍ଷାତ । xyxy=(1196,1614,1448,1628)
solution-cell: 6 xyxy=(1383,2083,1399,2098)
sudoku-cell xyxy=(1307,1865,1337,1895)
solution-cell: 2 xyxy=(1335,2158,1351,2173)
economy-column-2 xyxy=(766,556,1166,911)
solution-cell: 7 xyxy=(1367,2113,1383,2128)
sudoku-cell xyxy=(1307,1983,1337,2012)
solution-cell: 3 xyxy=(1351,2204,1367,2219)
solution-cell: 2 xyxy=(1431,2083,1447,2098)
sudoku-cell xyxy=(1454,1953,1484,1983)
ei-bharatare-banner xyxy=(1180,4,1492,42)
odia-channel-column-3 xyxy=(766,1852,1166,2302)
article-paragraph: ପ୍ରତ୍ୟକ୍ଷ ବୈଦେଶିକ ବିନିଯୋଗ କ୍ଷେତ୍ରରେ ଉଦାର ନୀତି ଗ୍ରହଣ କରାଯାଇଥିଲେ ମଧ୍ୟ ତାହାର ପୂର୍ଣ୍ଣ ଲାଭ ମିଳିପାରୁନାହିଁ । ଆମଦାନି ରପ୍ତାନି ମଧ୍ୟରେ ବ୍ୟବଧାନ ବଢ଼ୁଥିବାରୁ ଚଳନ୍ତି ଖାତା ନିଅଣ୍ଟ ଚିନ୍ତାର କାରଣ ହୋଇଛି । ଟଙ୍କାର ମୂଲ୍ୟ ହ୍ରାସ ପାଇବା ଫଳରେ ତୈଳ ଆମଦାନି ବ୍ୟୟ ବଢ଼ିଚାଲିଛି । xyxy=(346,314,751,375)
column-rule xyxy=(1175,0,1176,1040)
solution-cell: 1 xyxy=(1351,2083,1367,2098)
sudoku-cell xyxy=(1249,1836,1278,1866)
odia-channel-byline: ବିଜନ କୁମାର ମହାପାତ୍ର xyxy=(8,1782,166,1802)
solution-cell: 3 xyxy=(1319,2128,1335,2143)
sudoku-row xyxy=(1219,1865,1483,1895)
solution-label: ଗତକାଲିର ପ୍ରକାଶିତ ଉତ୍ତର xyxy=(1302,2224,1419,2236)
solution-cell: 3 xyxy=(1367,2143,1383,2158)
sudoku-cell: 3 xyxy=(1337,1865,1366,1895)
editorial-column-2 xyxy=(766,178,1166,498)
sudoku-cell xyxy=(1249,1895,1278,1924)
sudoku-cell xyxy=(1425,1895,1454,1924)
article-paragraph: ତେବେ ଏହି କାର୍ଯ୍ୟକ୍ରମଗୁଡ଼ିକରେ ଶିକ୍ଷଣୀୟ ବିଷୟ କିପରି ଅଧିକ ସ୍ଥାନ ପାଇବ ସେଥିପ୍ରତି ଧ୍ୟାନ ଦେବା ଦରକାର । ଶିଶୁ ଓ ଯୁବପିଢ଼ି ଉପରେ ଏହାର ପ୍ରଭାବ ଗଭୀର । ସରକାର ଓ ଗଣମାଧ୍ୟମ ଉଭୟ ଏ ଦିଗରେ ଦାୟିତ୍ୱ ନେବା ଉଚିତ । xyxy=(1182,186,1492,247)
sudoku-cell xyxy=(1219,1807,1249,1836)
solution-cell: 3 xyxy=(1383,2113,1399,2128)
zilla-diary-headline: ପ୍ରଶାସନରେ ସମନ୍ୱୟର ଅଭାବ xyxy=(8,294,275,318)
list-item: • ଦିଲ୍ଲୀରେ ଏସ୍.ଏମ୍.ଏ ଏବଂ ଟି.ଏନ୍. ଚତୁର୍ବେଦୀଙ୍କ ସାକ୍ଷାତ । xyxy=(1186,1614,1448,1628)
solution-cell: 5 xyxy=(1367,2128,1383,2143)
article-paragraph: ଏହି ପ୍ରତିଯୋଗିତାରେ ଶିକ୍ଷଣୀୟ ଲାଭ କରିବାରେ ଚାନେଲଗୁଡ଼ିକ ଅଧିକ ସଫଳ ହେଉଛନ୍ତି । କିନ୍ତୁ ଏହା ସହ ଭାଷା ଓ ସଂସ୍କୃତି ପ୍ରତି ସଚେତନତା ରଖିବା ଆବଶ୍ୟକ । ବିଭିନ୍ନ ବିଜ୍ଞାପନ ଓ ପ୍ରାୟୋଜିତ କାର୍ଯ୍ୟକ୍ରମରେ ମିଶ୍ରିତ ଭାଷାର ବ୍ୟବହାର ବଢ଼ୁଛି । xyxy=(1182,118,1492,180)
sudoku-row xyxy=(1303,2158,1447,2173)
sudoku-cell: 9 xyxy=(1307,1836,1337,1866)
zilla-diary-article xyxy=(8,292,306,917)
sudoku-cell: 6 xyxy=(1366,1836,1396,1866)
pen-icon: ✎ xyxy=(1187,575,1204,599)
star-emblem-icon xyxy=(1098,12,1150,64)
solution-cell: 6 xyxy=(1431,2174,1447,2189)
